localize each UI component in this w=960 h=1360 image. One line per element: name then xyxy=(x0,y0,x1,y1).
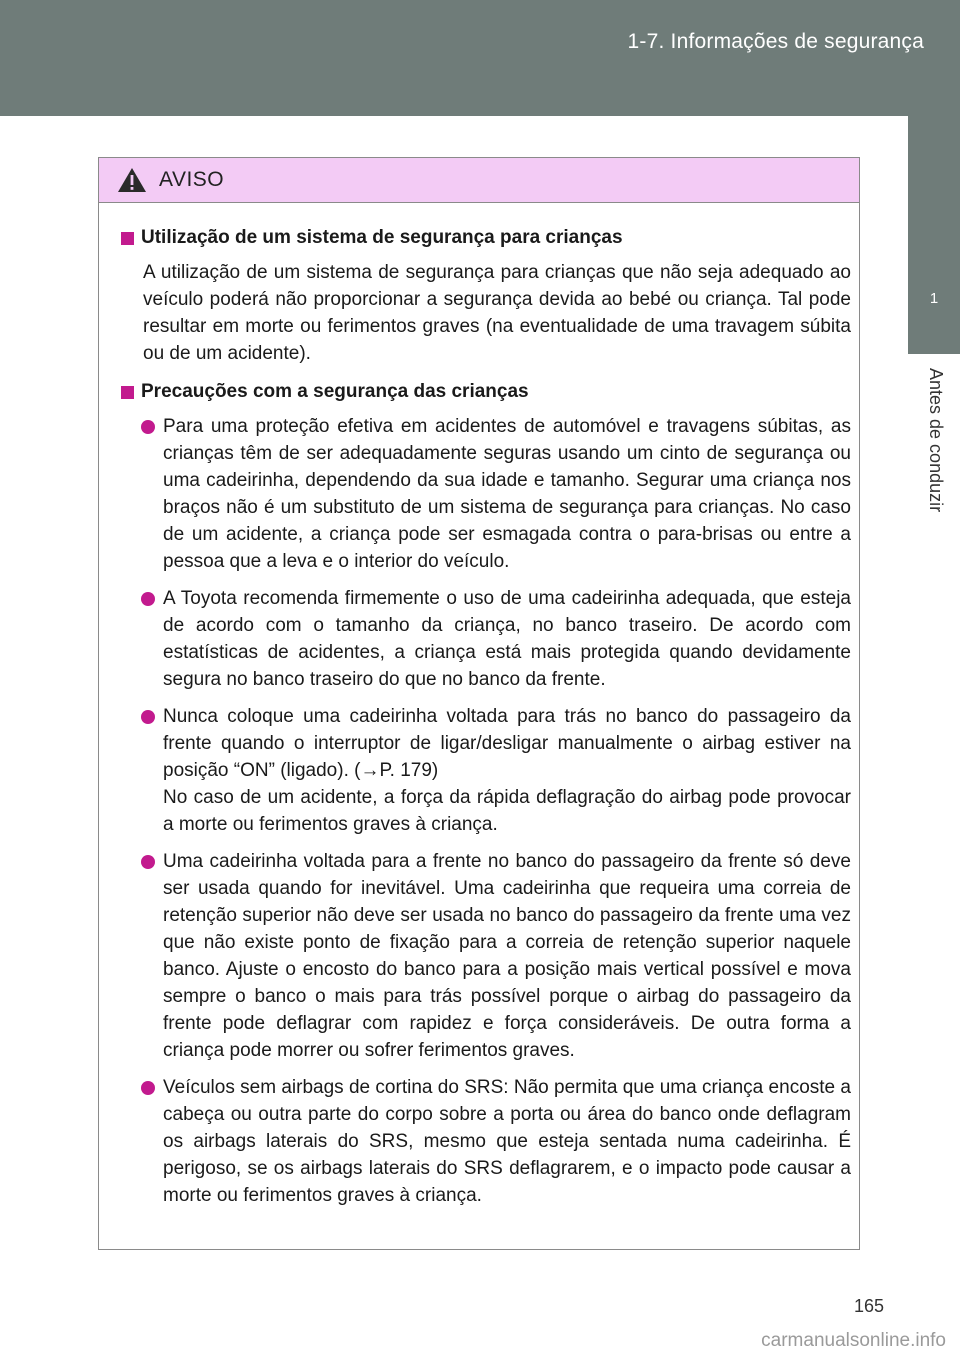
circle-bullet-icon xyxy=(141,710,155,724)
warning-triangle-icon xyxy=(117,167,147,193)
circle-bullet-icon xyxy=(141,592,155,606)
bullet-item xyxy=(163,585,851,693)
bullet-continuation: No caso de um acidente, a força da rápida deflagração do airbag pode provocar a morte ou ferimentos graves à criança. xyxy=(163,787,851,835)
bullet-text: Nunca coloque uma cadeirinha voltada para trás no banco do passageiro da frente quando o interruptor de ligar/desligar manualmente o airbag estiver na posição “ON” (ligado). (→P. 179) xyxy=(163,706,851,781)
paragraph: A utilização de um sistema de segurança para crianças que não seja adequado ao veículo poderá não proporcionar a segurança devida ao bebé ou criança. Tal pode resultar em morte ou ferimentos graves (na eventualidade de uma travagem súbita ou de um acidente). xyxy=(143,262,851,364)
section-title: 1-7. Informações de segurança xyxy=(627,30,924,53)
bullet-item xyxy=(163,703,851,838)
circle-bullet-icon xyxy=(141,1081,155,1095)
side-tab xyxy=(908,116,960,354)
bullet-item xyxy=(163,1074,851,1209)
circle-bullet-icon xyxy=(141,855,155,869)
warning-title: AVISO xyxy=(159,168,225,191)
bullet-text: A Toyota recomenda firmemente o uso de uma cadeirinha adequada, que esteja de acordo com o tamanho da criança, no banco traseiro. De acordo com estatísticas de acidentes, a criança está mais protegida quando devidamente segura no banco traseiro do que no banco da frente. xyxy=(163,588,851,690)
page-number: 165 xyxy=(853,1296,884,1316)
square-bullet-icon xyxy=(121,232,134,245)
section-heading-text: Precauções com a segurança das crianças xyxy=(141,381,529,402)
watermark: carmanualsonline.info xyxy=(761,1330,946,1351)
warning-body xyxy=(99,203,859,1209)
square-bullet-icon xyxy=(121,386,134,399)
bullet-text: Veículos sem airbags de cortina do SRS: Não permita que uma criança encoste a cabeça ou outra parte do corpo sobre a porta ou área do banco onde deflagram os airbags laterais do SRS, mesmo que esteja sentada numa cadeirinha. É perigoso, se os airbags laterais do SRS deflagrarem, e o impacto pode causar a morte ou ferimentos graves à criança. xyxy=(163,1077,851,1206)
section-heading xyxy=(121,223,851,253)
section-heading-text: Utilização de um sistema de segurança para crianças xyxy=(141,227,623,248)
side-tab-number: 1 xyxy=(929,290,939,307)
circle-bullet-icon xyxy=(141,420,155,434)
bullet-item xyxy=(163,413,851,575)
bullet-item xyxy=(163,848,851,1064)
section-heading xyxy=(121,377,851,407)
bullet-text: Para uma proteção efetiva em acidentes de automóvel e travagens súbitas, as crianças têm de ser adequadamente seguras usando um cinto de segurança ou uma cadeirinha, dependendo da sua idade e tamanho. Segurar uma criança nos braços não é um substituto de um sistema de segurança para crianças. No caso de um acidente, a criança pode ser esmagada contra o para-brisas ou entre a pessoa que a leva e o interior do veículo. xyxy=(163,416,851,572)
warning-header xyxy=(99,158,859,203)
header-band xyxy=(0,0,960,116)
warning-box xyxy=(98,157,860,1250)
bullet-text: Uma cadeirinha voltada para a frente no banco do passageiro da frente só deve ser usada quando for inevitável. Uma cadeirinha que requeira uma correia de retenção superior não deve ser usada no banco do passageiro da frente uma vez que não existe ponto de fixação para a correia de retenção superior naquele banco. Ajuste o encosto do banco para a posição mais vertical possível e mova sempre o banco o mais para trás possível porque o airbag do passageiro da frente pode deflagrar com rapidez e força consideráveis. De outra forma a criança pode morrer ou sofrer ferimentos graves. xyxy=(163,851,851,1061)
side-tab-label: Antes de conduzir xyxy=(926,368,946,513)
